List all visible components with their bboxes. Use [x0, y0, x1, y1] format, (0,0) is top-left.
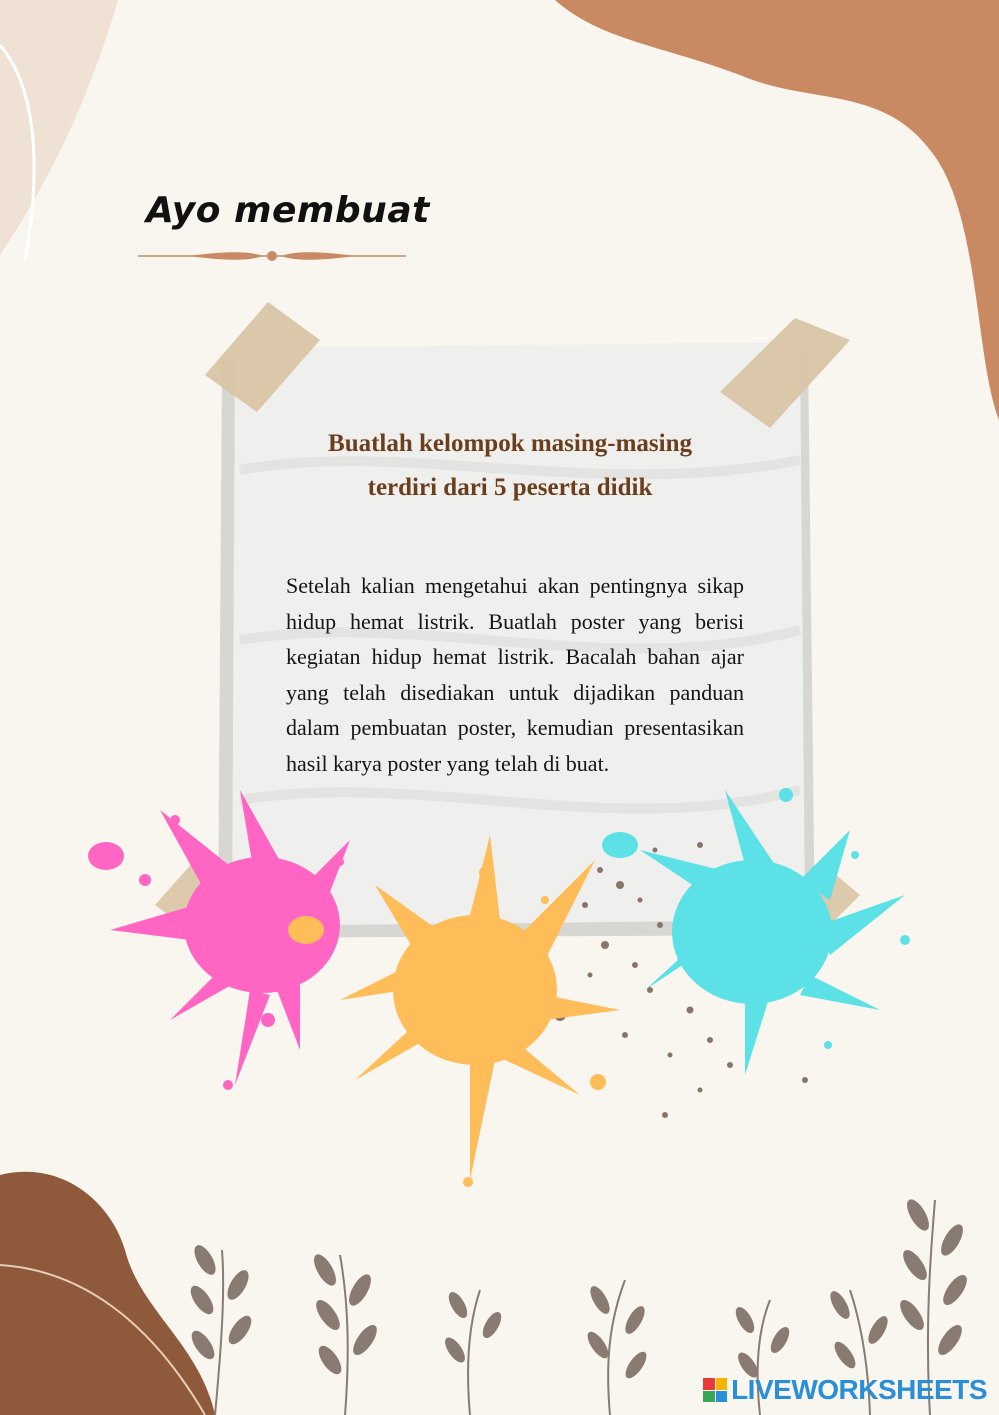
- liveworksheets-logo-icon: [703, 1378, 727, 1402]
- note-body: Setelah kalian mengetahui akan pentingnya sikap hidup hemat listrik. Buatlah poster yang berisi kegiatan hidup hemat listrik. Bacalah bahan ajar yang telah disediakan untuk dijadikan panduan dalam pembuatan poster, kemudian presentasikan hasil karya poster yang telah di buat.: [286, 573, 744, 776]
- liveworksheets-logo: [703, 1375, 987, 1405]
- section-heading: Ayo membuat: [146, 190, 430, 231]
- note-title: Buatlah kelompok masing-masing terdiri dari 5 peserta didik: [328, 430, 692, 501]
- watermark-text: LIVEWORKSHEETS: [731, 1374, 987, 1405]
